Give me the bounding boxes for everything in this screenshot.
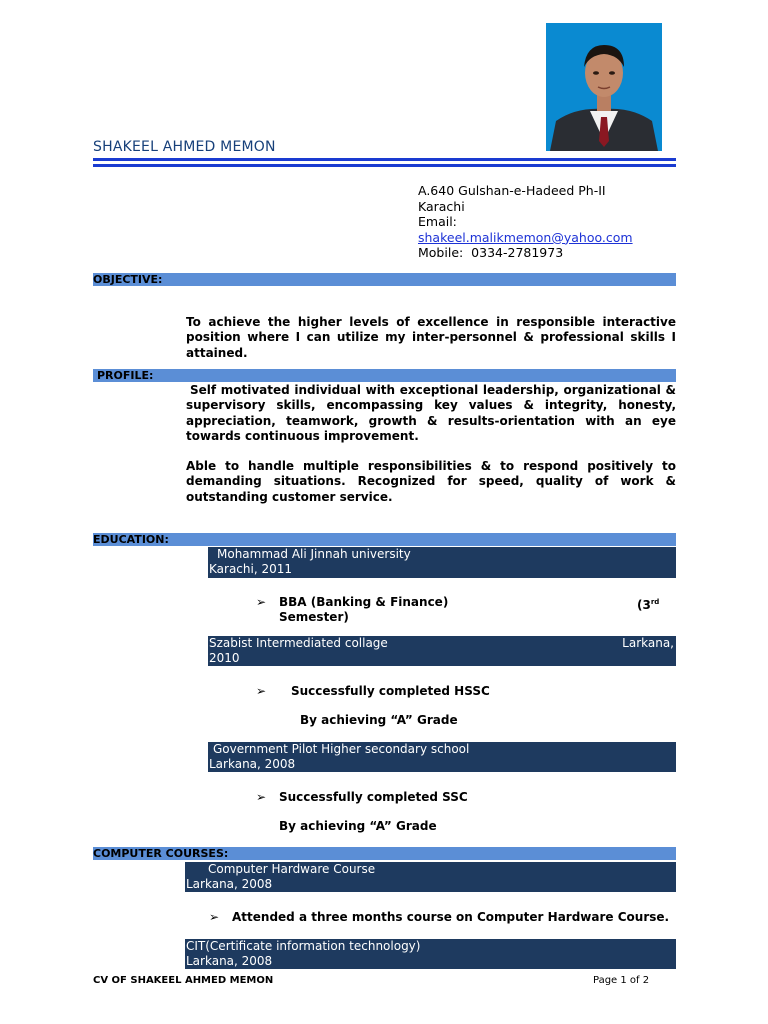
education-institution-3 bbox=[208, 742, 676, 772]
course-1-place: Larkana, 2008 bbox=[186, 877, 273, 891]
page-number: Page 1 of 2 bbox=[593, 975, 650, 986]
candidate-name: SHAKEEL AHMED MEMON bbox=[93, 139, 276, 155]
profile-paragraph-1: Self motivated individual with exceptional leadership, organizational & supervisory skills, encompassing key values & integrity, honesty, appreciation, teamwork, growth & results-orientation with an eye towards continuous improvement. bbox=[186, 383, 676, 444]
institution-2-name: Szabist Intermediated collage bbox=[209, 636, 388, 650]
education-heading: EDUCATION: bbox=[93, 533, 676, 546]
mobile-line bbox=[418, 245, 633, 261]
email-label: Email: bbox=[418, 214, 457, 230]
institution-2-city: Larkana, bbox=[622, 636, 674, 650]
footer-title: CV OF SHAKEEL AHMED MEMON bbox=[93, 975, 274, 986]
institution-2-year: 2010 bbox=[209, 651, 240, 665]
ssc-grade: By achieving “A” Grade bbox=[279, 819, 437, 833]
computer-courses-heading: COMPUTER COURSES: bbox=[93, 847, 676, 860]
bullet-icon: ➢ bbox=[256, 790, 267, 804]
semester-word: Semester) bbox=[279, 610, 349, 624]
course-1 bbox=[185, 862, 676, 892]
institution-3-place: Larkana, 2008 bbox=[209, 757, 296, 771]
ssc-item: Successfully completed SSC bbox=[279, 790, 468, 804]
header-rule-bottom bbox=[93, 164, 676, 167]
profile-photo bbox=[546, 23, 662, 151]
institution-3-name: Government Pilot Higher secondary school bbox=[213, 742, 470, 756]
course-1-description: Attended a three months course on Computer Hardware Course. bbox=[232, 910, 670, 924]
address-line-1: A.640 Gulshan-e-Hadeed Ph-II bbox=[418, 183, 606, 198]
hssc-grade: By achieving “A” Grade bbox=[300, 713, 458, 727]
profile-paragraph-2: Able to handle multiple responsibilities & to respond positively to demanding situations. Recognized for speed, quality of work & outstanding customer service. bbox=[186, 459, 676, 504]
hssc-item: Successfully completed HSSC bbox=[291, 684, 490, 698]
course-1-name: Computer Hardware Course bbox=[208, 862, 376, 876]
degree-item bbox=[279, 595, 669, 625]
semester-number: (3rd bbox=[637, 598, 660, 612]
course-2-name: CIT(Certificate information technology) bbox=[186, 939, 421, 953]
email-link[interactable]: shakeel.malikmemon@yahoo.com bbox=[418, 229, 633, 245]
institution-1-place: Karachi, 2011 bbox=[209, 562, 293, 576]
education-institution-2 bbox=[208, 636, 676, 666]
education-institution-1 bbox=[208, 547, 676, 578]
objective-heading: OBJECTIVE: bbox=[93, 273, 676, 286]
institution-1-name: Mohammad Ali Jinnah university bbox=[217, 547, 411, 561]
bullet-icon: ➢ bbox=[209, 910, 220, 924]
profile-heading: PROFILE: bbox=[93, 369, 676, 382]
contact-block bbox=[418, 183, 633, 261]
address-line-2: Karachi bbox=[418, 198, 465, 214]
person-photo-icon bbox=[546, 23, 662, 151]
bullet-icon: ➢ bbox=[256, 595, 267, 609]
degree-name: BBA (Banking & Finance) bbox=[279, 595, 449, 609]
course-2 bbox=[185, 939, 676, 969]
objective-text: To achieve the higher levels of excellence in responsible interactive position where I can utilize my inter-personnel & professional skills I attained. bbox=[186, 315, 676, 360]
mobile-label: Mobile: bbox=[418, 245, 464, 261]
header-rule-top bbox=[93, 158, 676, 161]
mobile-number: 0334-2781973 bbox=[471, 245, 564, 261]
course-2-place: Larkana, 2008 bbox=[186, 954, 273, 968]
bullet-icon: ➢ bbox=[256, 684, 267, 698]
